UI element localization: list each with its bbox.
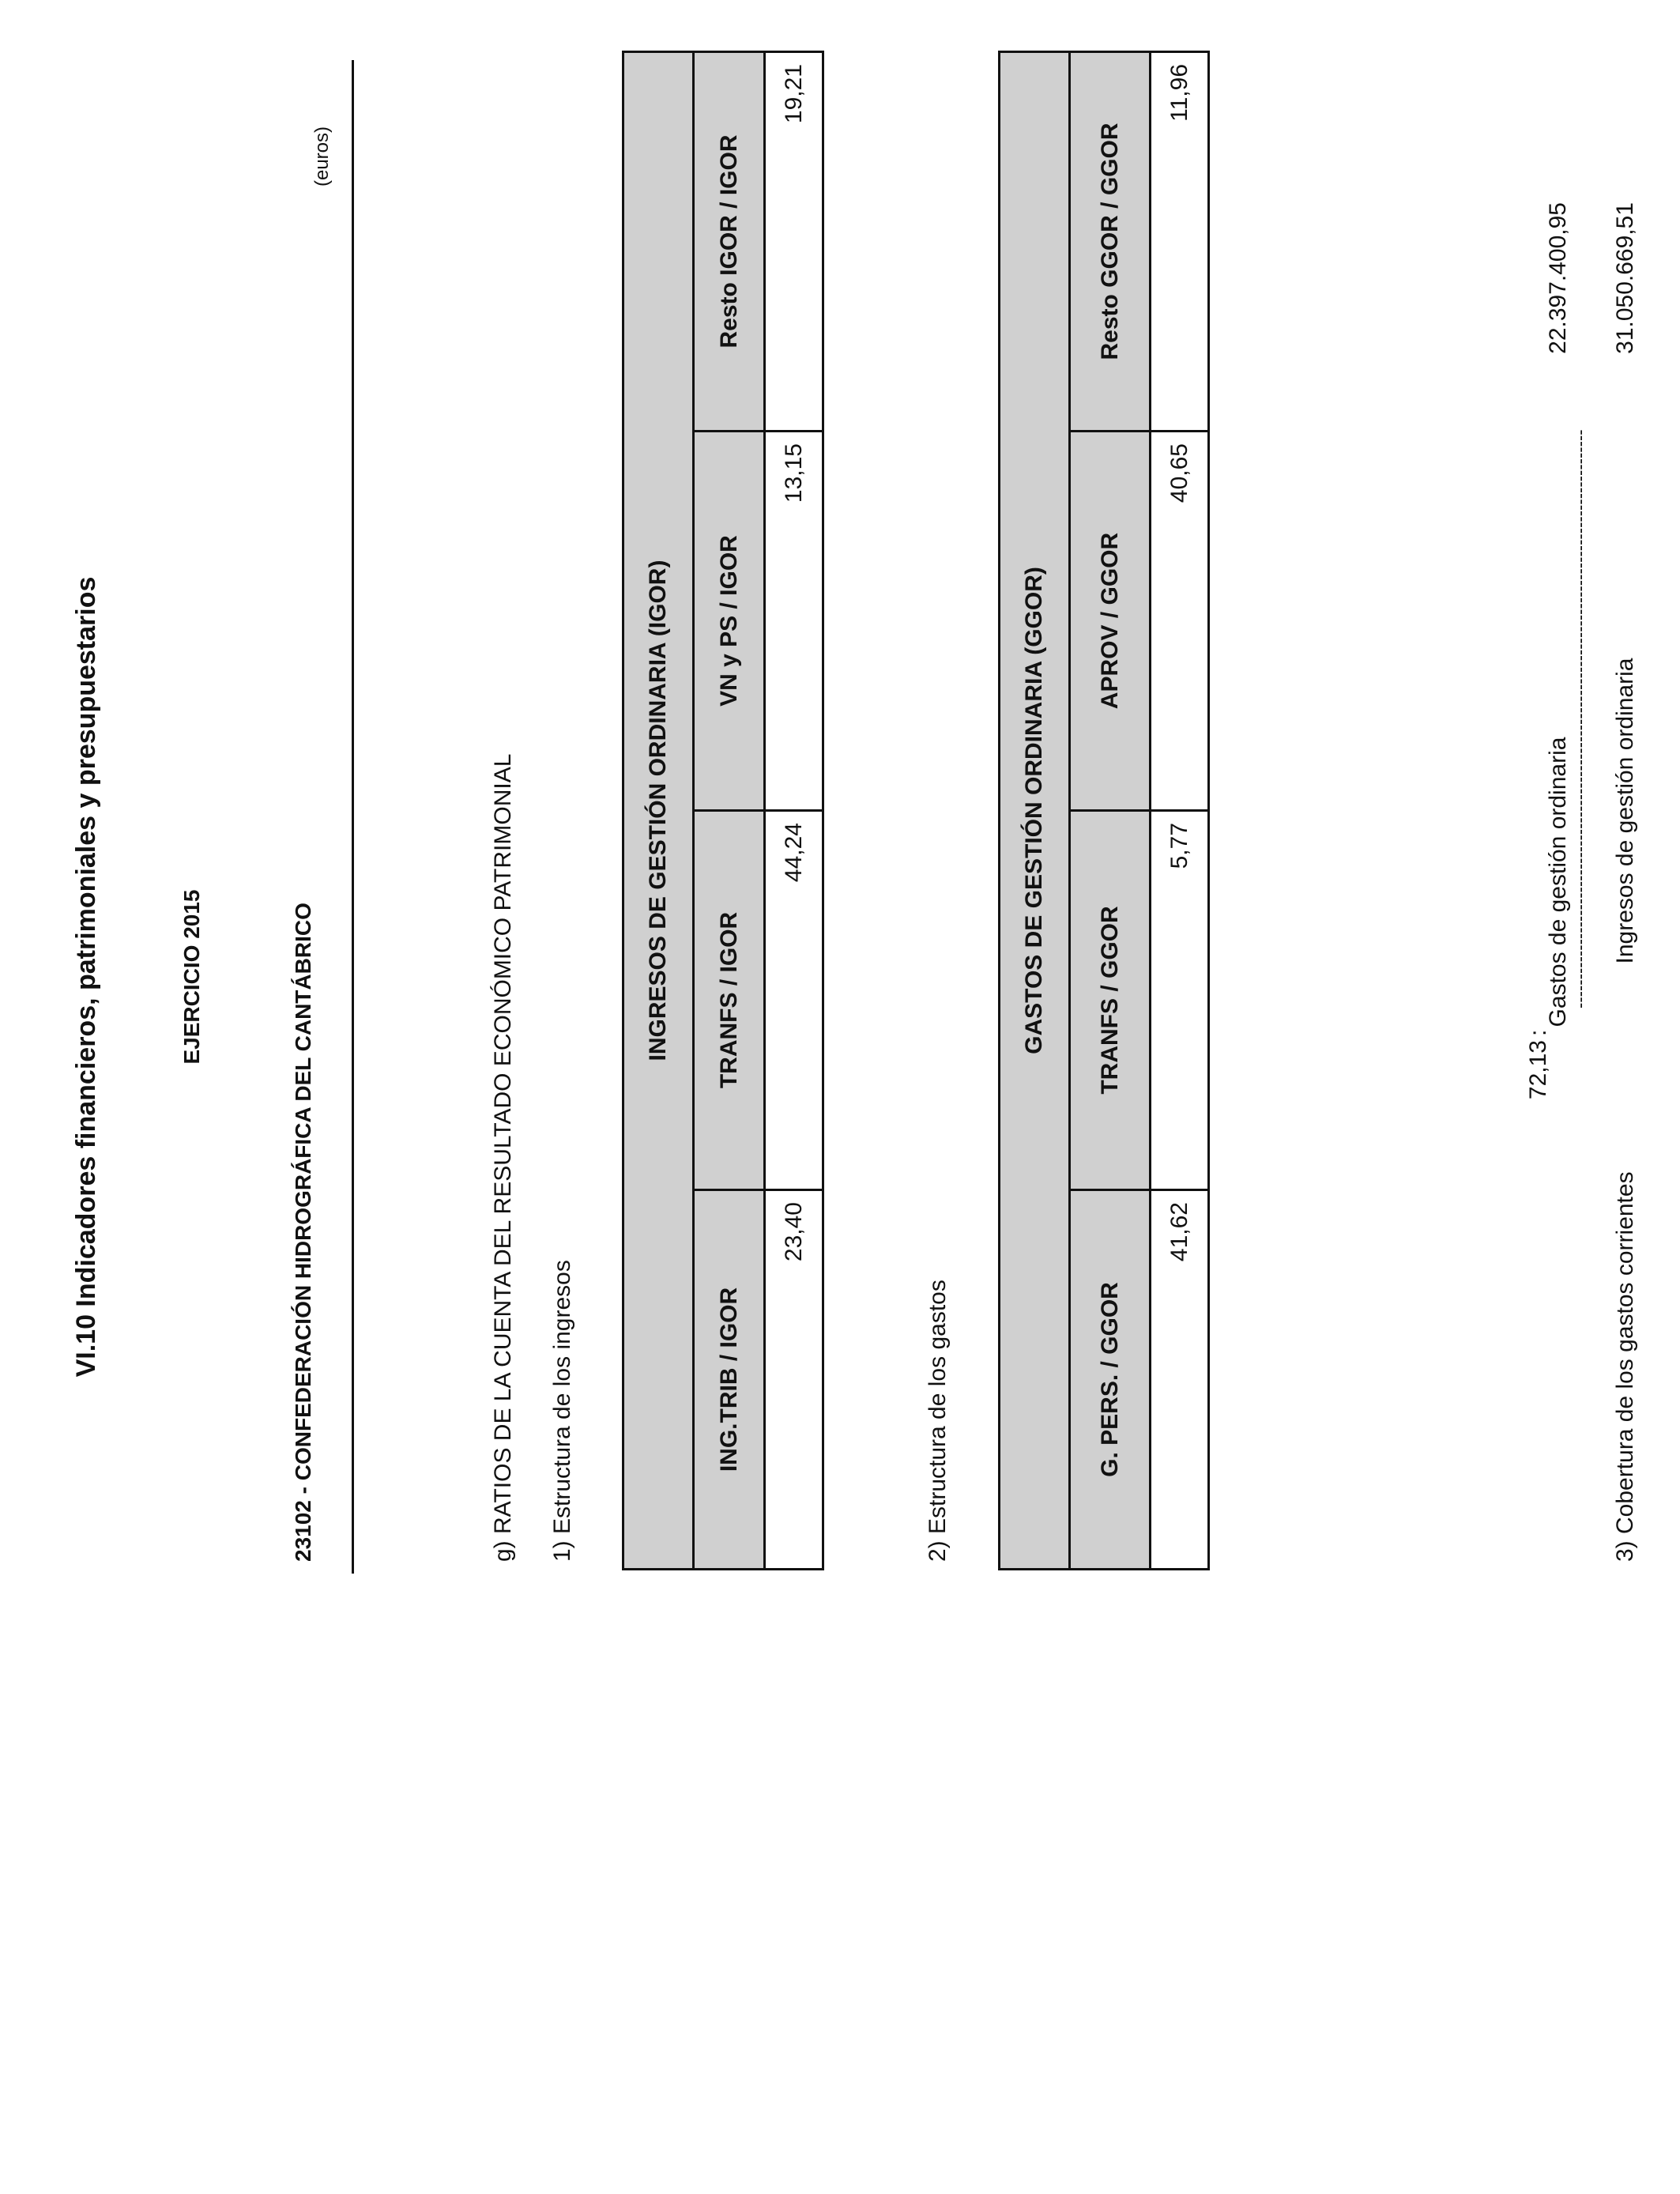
ingresos-value-cell: 19,21 xyxy=(765,52,823,432)
gastos-col-header: TRANFS / GGOR xyxy=(1070,811,1151,1190)
ingresos-col-header: VN y PS / IGOR xyxy=(694,432,765,811)
gastos-value-cell: 5,77 xyxy=(1151,811,1209,1190)
document-title: VI.10 Indicadores financieros, patrimoniales y presupuestarios xyxy=(71,576,101,1378)
gastos-value-cell: 40,65 xyxy=(1151,432,1209,811)
exercise-year: EJERCICIO 2015 xyxy=(179,889,204,1065)
gastos-col-header: G. PERS. / GGOR xyxy=(1070,1190,1151,1570)
gastos-group-header: GASTOS DE GESTIÓN ORDINARIA (GGOR) xyxy=(1000,51,1070,1569)
gastos-value-cell: 41,62 xyxy=(1151,1190,1209,1570)
header-rule xyxy=(352,60,354,1574)
gastos-subtitle: 2) Estructura de los gastos xyxy=(925,1280,951,1562)
gastos-col-header: APROV / GGOR xyxy=(1070,432,1151,811)
ingresos-ratio-table xyxy=(622,51,824,1570)
entity-name: 23102 - CONFEDERACIÓN HIDROGRÁFICA DEL CANTÁBRICO xyxy=(291,903,315,1562)
currency-note: (euros) xyxy=(311,126,333,187)
ingresos-group-header: INGRESOS DE GESTIÓN ORDINARIA (IGOR) xyxy=(623,52,694,1570)
cobertura-value: 72,13 xyxy=(1525,1040,1551,1100)
numerator-label: Gastos de gestión ordinaria xyxy=(1545,737,1571,1027)
ingresos-value-cell: 13,15 xyxy=(765,432,823,811)
section-title: g) RATIOS DE LA CUENTA DEL RESULTADO ECONÓMICO PATRIMONIAL xyxy=(490,753,516,1562)
cobertura-label: 3) Cobertura de los gastos corrientes xyxy=(1612,1171,1638,1562)
ingresos-value-cell: 44,24 xyxy=(765,811,823,1190)
ingresos-subtitle: 1) Estructura de los ingresos xyxy=(549,1260,575,1562)
ingresos-value-cell: 23,40 xyxy=(765,1190,823,1570)
ingresos-col-header: TRANFS / IGOR xyxy=(694,811,765,1190)
gastos-value-cell: 11,96 xyxy=(1151,51,1209,431)
denominator-value: 31.050.669,51 xyxy=(1612,202,1638,354)
denominator-label: Ingresos de gestión ordinaria xyxy=(1612,658,1638,964)
ingresos-col-header: ING.TRIB / IGOR xyxy=(694,1190,765,1570)
cobertura-colon: : xyxy=(1525,1029,1551,1036)
ingresos-col-header: Resto IGOR / IGOR xyxy=(694,52,765,432)
gastos-ratio-table xyxy=(998,51,1210,1570)
gastos-col-header: Resto GGOR / GGOR xyxy=(1070,51,1151,431)
fraction-line: ---------------------------------------------------------------------------------------------------- xyxy=(1570,429,1590,1008)
numerator-value: 22.397.400,95 xyxy=(1545,202,1571,354)
